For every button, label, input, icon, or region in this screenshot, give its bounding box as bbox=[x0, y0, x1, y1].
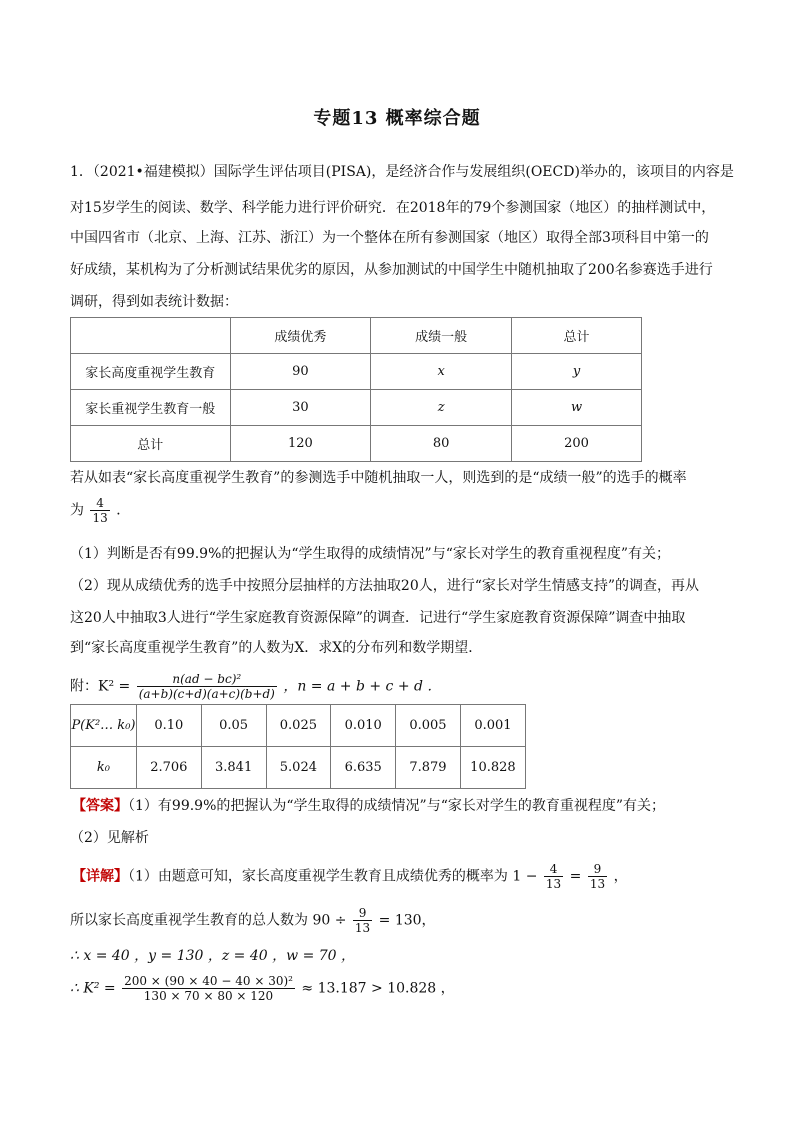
table-cell: 7.879 bbox=[396, 747, 461, 789]
after-table-line-1: 若从如表“家长高度重视学生教育”的参测选手中随机抽取一人，则选到的是“成绩一般”的选手的概率 bbox=[70, 470, 687, 486]
table-cell: P(K²… k₀) bbox=[71, 705, 137, 747]
detail-fraction bbox=[353, 906, 372, 935]
formula-suffix: ，n = a + b + c + d ． bbox=[283, 678, 442, 695]
problem-line-5: 调研，得到如表统计数据： bbox=[70, 294, 238, 310]
statistics-table bbox=[70, 317, 642, 462]
question-2-line-2: 这20人中抽取3人进行“学生家庭教育资源保障”的调查．记进行“学生家庭教育资源保障”调查中抽取 bbox=[70, 610, 686, 626]
table-row bbox=[71, 747, 526, 789]
page-title: 专题13 概率综合题 bbox=[313, 108, 481, 129]
question-2-line-1: （2）现从成绩优秀的选手中按照分层抽样的方法抽取20人，进行“家长对学生情感支持”的调查，再从 bbox=[70, 578, 700, 594]
detail-expression-tail: ≈ 13.187 > 10.828 ， bbox=[301, 980, 455, 997]
detail-line-4 bbox=[70, 974, 730, 1003]
problem-line-3: 中国四省市（北京、上海、江苏、浙江）为一个整体在所有参测国家（地区）取得全部3项科目中第一的 bbox=[70, 230, 709, 246]
detail-expression-tail: = 130， bbox=[378, 912, 436, 929]
problem-line-1: 1．（2021•福建模拟）国际学生评估项目(PISA)，是经济合作与发展组织(OECD)举办的，该项目的内容是 bbox=[70, 164, 734, 180]
table-cell: z bbox=[371, 390, 512, 426]
problem-line-2: 对15岁学生的阅读、数学、科学能力进行评价研究．在2018年的79个参测国家（地区）的抽样测试中， bbox=[70, 200, 716, 216]
table-cell: 120 bbox=[230, 426, 371, 462]
fraction-denominator: 13 bbox=[545, 877, 562, 891]
detail-line-2 bbox=[70, 906, 730, 935]
answer-tag: 【答案】 bbox=[72, 798, 128, 814]
detail-tag: 【详解】 bbox=[72, 868, 128, 885]
table-header-cell: 成绩一般 bbox=[371, 318, 512, 354]
formula-fraction bbox=[137, 672, 277, 701]
answer-line-2: （2）见解析 bbox=[70, 830, 149, 846]
table-cell: 30 bbox=[230, 390, 371, 426]
table-cell: 0.010 bbox=[331, 705, 396, 747]
table-cell: 90 bbox=[230, 354, 371, 390]
fraction-numerator: 200 × (90 × 40 − 40 × 30)² bbox=[124, 974, 293, 988]
detail-line-3: ∴ x = 40 ，y = 130 ，z = 40 ，w = 70 ， bbox=[70, 948, 356, 964]
detail-line-1 bbox=[72, 862, 732, 891]
problem-line-4: 好成绩，某机构为了分析测试结果优劣的原因，从参加测试的中国学生中随机抽取了200名参赛选手进行 bbox=[70, 262, 713, 278]
fraction-numerator: n(ad − bc)² bbox=[137, 672, 277, 687]
detail-text-2: 所以家长高度重视学生教育的总人数为 bbox=[70, 912, 308, 929]
critical-value-table bbox=[70, 704, 526, 789]
answer-line-1 bbox=[72, 796, 732, 816]
table-cell: 家长高度重视学生教育 bbox=[71, 354, 231, 390]
detail-fraction bbox=[588, 862, 607, 891]
fraction-denominator: (a+b)(c+d)(a+c)(b+d) bbox=[138, 687, 275, 701]
formula-line bbox=[70, 672, 730, 701]
detail-expression-lead: 90 ÷ bbox=[312, 912, 347, 929]
detail-fraction bbox=[544, 862, 563, 891]
fraction-numerator: 9 bbox=[353, 906, 372, 921]
table-row bbox=[71, 390, 642, 426]
fraction-numerator: 4 bbox=[90, 496, 109, 511]
table-cell: 0.025 bbox=[266, 705, 331, 747]
answer-text-1: （1）有99.9%的把握认为“学生取得的成绩情况”与“家长对学生的教育重视程度”有关； bbox=[128, 798, 666, 814]
table-cell: 200 bbox=[512, 426, 642, 462]
table-cell: w bbox=[512, 390, 642, 426]
table-cell: 0.10 bbox=[136, 705, 201, 747]
table-cell: 80 bbox=[371, 426, 512, 462]
table-cell: 5.024 bbox=[266, 747, 331, 789]
table-cell: 家长重视学生教育一般 bbox=[71, 390, 231, 426]
table-cell: 2.706 bbox=[136, 747, 201, 789]
table-cell: 6.635 bbox=[331, 747, 396, 789]
fraction-denominator: 13 bbox=[354, 921, 371, 935]
table-header-cell: 成绩优秀 bbox=[230, 318, 371, 354]
detail-text-1: （1）由题意可知，家长高度重视学生教育且成绩优秀的概率为 bbox=[128, 868, 508, 885]
question-1: （1）判断是否有99.9%的把握认为“学生取得的成绩情况”与“家长对学生的教育重视程度”有关； bbox=[70, 546, 671, 562]
fraction-numerator: 4 bbox=[544, 862, 563, 877]
fraction-denominator: 13 bbox=[589, 877, 606, 891]
fraction-denominator: 13 bbox=[92, 511, 108, 525]
probability-prefix: 为 bbox=[70, 502, 84, 519]
table-cell: 0.005 bbox=[396, 705, 461, 747]
probability-suffix: ． bbox=[116, 502, 131, 519]
table-row bbox=[71, 426, 642, 462]
table-header-cell: 总计 bbox=[512, 318, 642, 354]
detail-expression-lead: 1 − bbox=[512, 868, 538, 885]
detail-fraction bbox=[122, 974, 295, 1003]
probability-line bbox=[70, 496, 730, 525]
table-cell: 总计 bbox=[71, 426, 231, 462]
table-cell: 0.001 bbox=[460, 705, 525, 747]
detail-expression-lead: ∴ K² = bbox=[70, 980, 116, 997]
table-cell: y bbox=[512, 354, 642, 390]
table-row bbox=[71, 705, 526, 747]
fraction-denominator: 130 × 70 × 80 × 120 bbox=[143, 989, 274, 1003]
probability-fraction bbox=[90, 496, 109, 525]
table-cell: 3.841 bbox=[201, 747, 266, 789]
detail-expression-tail: ， bbox=[613, 868, 628, 885]
detail-expression-equals: = bbox=[569, 868, 582, 885]
table-row bbox=[71, 354, 642, 390]
question-2-line-3: 到“家长高度重视学生教育”的人数为X．求X的分布列和数学期望． bbox=[70, 640, 483, 656]
fraction-numerator: 9 bbox=[588, 862, 607, 877]
formula-prefix: 附：K² = bbox=[70, 678, 131, 695]
table-cell: k₀ bbox=[71, 747, 137, 789]
table-cell: x bbox=[371, 354, 512, 390]
table-header-cell bbox=[71, 318, 231, 354]
table-cell: 0.05 bbox=[201, 705, 266, 747]
table-cell: 10.828 bbox=[460, 747, 525, 789]
